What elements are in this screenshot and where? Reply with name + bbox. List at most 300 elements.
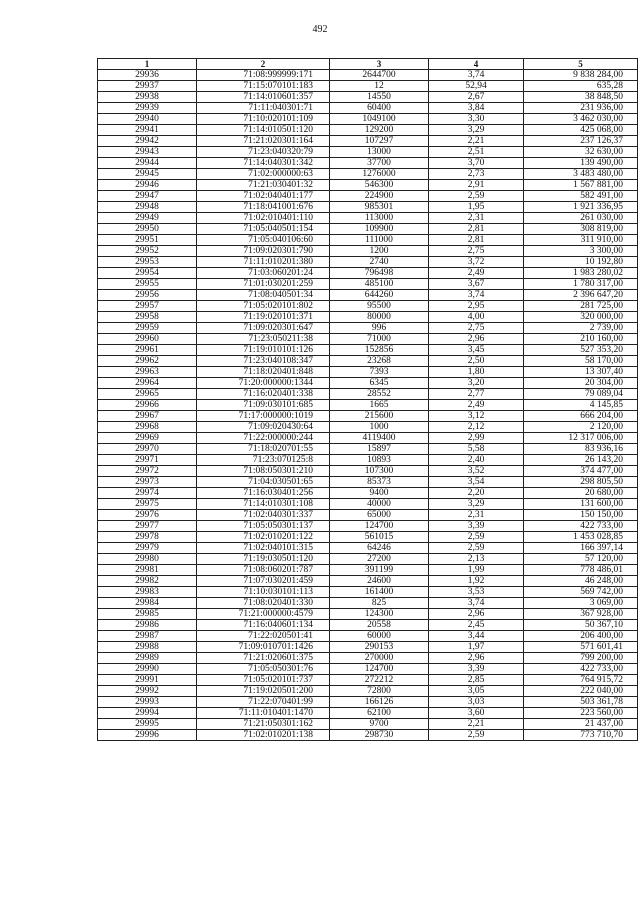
table-row (98, 125, 638, 136)
cadastral-number-cell: 71:11:010401:1470 (197, 708, 330, 719)
row-number-cell: 29985 (98, 609, 197, 620)
rate-cell: 2,40 (429, 455, 524, 466)
area-cell: 290153 (330, 642, 429, 653)
cadastral-number-cell: 71:22:000000:244 (197, 433, 330, 444)
rate-cell: 2,95 (429, 301, 524, 312)
table-row (98, 257, 638, 268)
rate-cell: 3,29 (429, 125, 524, 136)
table-row (98, 136, 638, 147)
table-row (98, 730, 638, 741)
table-row (98, 466, 638, 477)
row-number-cell: 29961 (98, 345, 197, 356)
rate-cell: 2,96 (429, 653, 524, 664)
row-number-cell: 29941 (98, 125, 197, 136)
table-row (98, 675, 638, 686)
value-cell: 13 307,40 (524, 367, 638, 378)
table-row (98, 202, 638, 213)
table-row (98, 301, 638, 312)
rate-cell: 2,77 (429, 389, 524, 400)
area-cell: 111000 (330, 235, 429, 246)
column-header-3: 3 (330, 59, 429, 70)
cadastral-number-cell: 71:02:040101:315 (197, 543, 330, 554)
rate-cell: 2,96 (429, 609, 524, 620)
area-cell: 27200 (330, 554, 429, 565)
area-cell: 1276000 (330, 169, 429, 180)
value-cell: 582 491,00 (524, 191, 638, 202)
rate-cell: 2,21 (429, 719, 524, 730)
table-row (98, 664, 638, 675)
value-cell: 206 400,00 (524, 631, 638, 642)
rate-cell: 2,59 (429, 532, 524, 543)
table-row (98, 345, 638, 356)
rate-cell: 2,91 (429, 180, 524, 191)
cadastral-number-cell: 71:19:020501:200 (197, 686, 330, 697)
table-row (98, 488, 638, 499)
value-cell: 12 317 006,00 (524, 433, 638, 444)
row-number-cell: 29967 (98, 411, 197, 422)
table-row (98, 719, 638, 730)
table-row (98, 554, 638, 565)
cadastral-number-cell: 71:02:010201:122 (197, 532, 330, 543)
area-cell: 825 (330, 598, 429, 609)
cadastral-number-cell: 71:23:050211:38 (197, 334, 330, 345)
value-cell: 527 353,20 (524, 345, 638, 356)
area-cell: 2644700 (330, 70, 429, 81)
cadastral-number-cell: 71:15:070101:183 (197, 81, 330, 92)
row-number-cell: 29995 (98, 719, 197, 730)
cadastral-number-cell: 71:09:030101:685 (197, 400, 330, 411)
area-cell: 14550 (330, 92, 429, 103)
table-row (98, 70, 638, 81)
cadastral-number-cell: 71:05:050301:76 (197, 664, 330, 675)
value-cell: 1 921 336,95 (524, 202, 638, 213)
row-number-cell: 29975 (98, 499, 197, 510)
cadastral-number-cell: 71:17:000000:1019 (197, 411, 330, 422)
value-cell: 50 367,10 (524, 620, 638, 631)
cadastral-number-cell: 71:23:040320:79 (197, 147, 330, 158)
table-row (98, 411, 638, 422)
cadastral-number-cell: 71:08:999999:171 (197, 70, 330, 81)
row-number-cell: 29984 (98, 598, 197, 609)
data-table (97, 58, 638, 741)
row-number-cell: 29958 (98, 312, 197, 323)
value-cell: 20 680,00 (524, 488, 638, 499)
table-row (98, 532, 638, 543)
area-cell: 1000 (330, 422, 429, 433)
cadastral-number-cell: 71:09:010701:1426 (197, 642, 330, 653)
value-cell: 2 739,00 (524, 323, 638, 334)
rate-cell: 3,67 (429, 279, 524, 290)
rate-cell: 1,95 (429, 202, 524, 213)
row-number-cell: 29989 (98, 653, 197, 664)
cadastral-number-cell: 71:19:020101:371 (197, 312, 330, 323)
cadastral-number-cell: 71:16:040601:134 (197, 620, 330, 631)
table-row (98, 433, 638, 444)
rate-cell: 1,92 (429, 576, 524, 587)
rate-cell: 3,74 (429, 290, 524, 301)
area-cell: 1665 (330, 400, 429, 411)
table-row (98, 356, 638, 367)
area-cell: 129200 (330, 125, 429, 136)
table-row (98, 279, 638, 290)
cadastral-number-cell: 71:21:020601:375 (197, 653, 330, 664)
area-cell: 107300 (330, 466, 429, 477)
rate-cell: 3,70 (429, 158, 524, 169)
table-row (98, 620, 638, 631)
row-number-cell: 29980 (98, 554, 197, 565)
row-number-cell: 29969 (98, 433, 197, 444)
cadastral-number-cell: 71:05:040501:154 (197, 224, 330, 235)
rate-cell: 2,85 (429, 675, 524, 686)
cadastral-number-cell: 71:18:020401:848 (197, 367, 330, 378)
table-row (98, 576, 638, 587)
row-number-cell: 29949 (98, 213, 197, 224)
row-number-cell: 29940 (98, 114, 197, 125)
value-cell: 32 630,00 (524, 147, 638, 158)
cadastral-number-cell: 71:11:010201:380 (197, 257, 330, 268)
row-number-cell: 29965 (98, 389, 197, 400)
rate-cell: 2,20 (429, 488, 524, 499)
table-row (98, 477, 638, 488)
cadastral-number-cell: 71:02:010201:138 (197, 730, 330, 741)
row-number-cell: 29937 (98, 81, 197, 92)
row-number-cell: 29964 (98, 378, 197, 389)
area-cell: 85373 (330, 477, 429, 488)
rate-cell: 3,60 (429, 708, 524, 719)
value-cell: 764 915,72 (524, 675, 638, 686)
value-cell: 2 120,00 (524, 422, 638, 433)
cadastral-number-cell: 71:18:041001:676 (197, 202, 330, 213)
cadastral-number-cell: 71:22:070401:99 (197, 697, 330, 708)
value-cell: 20 304,00 (524, 378, 638, 389)
cadastral-number-cell: 71:04:030501:65 (197, 477, 330, 488)
value-cell: 1 983 280,02 (524, 268, 638, 279)
area-cell: 166126 (330, 697, 429, 708)
area-cell: 24600 (330, 576, 429, 587)
column-header-4: 4 (429, 59, 524, 70)
value-cell: 46 248,00 (524, 576, 638, 587)
table-row (98, 521, 638, 532)
cadastral-number-cell: 71:14:010601:357 (197, 92, 330, 103)
table-row (98, 686, 638, 697)
value-cell: 26 143,20 (524, 455, 638, 466)
rate-cell: 3,12 (429, 411, 524, 422)
area-cell: 1200 (330, 246, 429, 257)
table-row (98, 169, 638, 180)
cadastral-number-cell: 71:23:070125:8 (197, 455, 330, 466)
table-row (98, 103, 638, 114)
cadastral-number-cell: 71:21:000000:4579 (197, 609, 330, 620)
area-cell: 161400 (330, 587, 429, 598)
cadastral-number-cell: 71:14:010301:108 (197, 499, 330, 510)
cadastral-number-cell: 71:07:030201:459 (197, 576, 330, 587)
rate-cell: 2,67 (429, 92, 524, 103)
table-row (98, 389, 638, 400)
table-row (98, 565, 638, 576)
area-cell: 124700 (330, 664, 429, 675)
area-cell: 644260 (330, 290, 429, 301)
rate-cell: 2,51 (429, 147, 524, 158)
table-row (98, 378, 638, 389)
rate-cell: 3,30 (429, 114, 524, 125)
rate-cell: 3,44 (429, 631, 524, 642)
rate-cell: 2,21 (429, 136, 524, 147)
table-row (98, 367, 638, 378)
cadastral-number-cell: 71:19:030501:120 (197, 554, 330, 565)
area-cell: 124300 (330, 609, 429, 620)
value-cell: 3 462 030,00 (524, 114, 638, 125)
value-cell: 3 069,00 (524, 598, 638, 609)
area-cell: 107297 (330, 136, 429, 147)
cadastral-number-cell: 71:02:040301:337 (197, 510, 330, 521)
value-cell: 367 928,00 (524, 609, 638, 620)
cadastral-number-cell: 71:10:030101:113 (197, 587, 330, 598)
row-number-cell: 29939 (98, 103, 197, 114)
value-cell: 166 397,14 (524, 543, 638, 554)
area-cell: 95500 (330, 301, 429, 312)
area-cell: 485100 (330, 279, 429, 290)
rate-cell: 3,20 (429, 378, 524, 389)
cadastral-number-cell: 71:01:030201:259 (197, 279, 330, 290)
area-cell: 298730 (330, 730, 429, 741)
cadastral-number-cell: 71:03:060201:24 (197, 268, 330, 279)
row-number-cell: 29979 (98, 543, 197, 554)
row-number-cell: 29982 (98, 576, 197, 587)
area-cell: 62100 (330, 708, 429, 719)
area-cell: 37700 (330, 158, 429, 169)
cadastral-number-cell: 71:08:020401:330 (197, 598, 330, 609)
value-cell: 422 733,00 (524, 664, 638, 675)
row-number-cell: 29971 (98, 455, 197, 466)
row-number-cell: 29950 (98, 224, 197, 235)
row-number-cell: 29957 (98, 301, 197, 312)
area-cell: 6345 (330, 378, 429, 389)
row-number-cell: 29959 (98, 323, 197, 334)
rate-cell: 2,59 (429, 730, 524, 741)
value-cell: 799 200,00 (524, 653, 638, 664)
table-row (98, 81, 638, 92)
value-cell: 237 126,37 (524, 136, 638, 147)
cadastral-number-cell: 71:09:020301:647 (197, 323, 330, 334)
cadastral-number-cell: 71:05:020101:737 (197, 675, 330, 686)
table-row (98, 499, 638, 510)
value-cell: 10 192,80 (524, 257, 638, 268)
area-cell: 9400 (330, 488, 429, 499)
area-cell: 985301 (330, 202, 429, 213)
row-number-cell: 29976 (98, 510, 197, 521)
cadastral-number-cell: 71:11:040301:71 (197, 103, 330, 114)
row-number-cell: 29960 (98, 334, 197, 345)
cadastral-number-cell: 71:16:030401:256 (197, 488, 330, 499)
value-cell: 569 742,00 (524, 587, 638, 598)
row-number-cell: 29993 (98, 697, 197, 708)
value-cell: 298 805,50 (524, 477, 638, 488)
row-number-cell: 29952 (98, 246, 197, 257)
row-number-cell: 29955 (98, 279, 197, 290)
rate-cell: 2,49 (429, 268, 524, 279)
row-number-cell: 29944 (98, 158, 197, 169)
area-cell: 72800 (330, 686, 429, 697)
value-cell: 9 838 284,00 (524, 70, 638, 81)
row-number-cell: 29938 (98, 92, 197, 103)
table-row (98, 235, 638, 246)
cadastral-number-cell: 71:09:020301:790 (197, 246, 330, 257)
area-cell: 10893 (330, 455, 429, 466)
table-header (98, 59, 638, 70)
value-cell: 422 733,00 (524, 521, 638, 532)
rate-cell: 1,99 (429, 565, 524, 576)
area-cell: 215600 (330, 411, 429, 422)
rate-cell: 3,53 (429, 587, 524, 598)
row-number-cell: 29992 (98, 686, 197, 697)
value-cell: 308 819,00 (524, 224, 638, 235)
table-row (98, 642, 638, 653)
cadastral-number-cell: 71:02:010401:110 (197, 213, 330, 224)
row-number-cell: 29987 (98, 631, 197, 642)
value-cell: 666 204,00 (524, 411, 638, 422)
area-cell: 9700 (330, 719, 429, 730)
cadastral-number-cell: 71:23:040108:347 (197, 356, 330, 367)
cadastral-number-cell: 71:05:040106:60 (197, 235, 330, 246)
rate-cell: 2,45 (429, 620, 524, 631)
area-cell: 7393 (330, 367, 429, 378)
rate-cell: 1,80 (429, 367, 524, 378)
row-number-cell: 29974 (98, 488, 197, 499)
value-cell: 571 601,41 (524, 642, 638, 653)
rate-cell: 3,74 (429, 70, 524, 81)
value-cell: 139 490,00 (524, 158, 638, 169)
page-number: 492 (312, 24, 328, 35)
area-cell: 113000 (330, 213, 429, 224)
area-cell: 391199 (330, 565, 429, 576)
table-row (98, 697, 638, 708)
area-cell: 270000 (330, 653, 429, 664)
cadastral-number-cell: 71:10:020101:109 (197, 114, 330, 125)
rate-cell: 2,96 (429, 334, 524, 345)
rate-cell: 3,39 (429, 664, 524, 675)
cadastral-number-cell: 71:02:000000:63 (197, 169, 330, 180)
table-row (98, 631, 638, 642)
row-number-cell: 29954 (98, 268, 197, 279)
table-row (98, 598, 638, 609)
row-number-cell: 29943 (98, 147, 197, 158)
table-row (98, 158, 638, 169)
value-cell: 778 486,01 (524, 565, 638, 576)
table-row (98, 400, 638, 411)
value-cell: 3 483 480,00 (524, 169, 638, 180)
value-cell: 231 936,00 (524, 103, 638, 114)
value-cell: 57 120,00 (524, 554, 638, 565)
row-number-cell: 29972 (98, 466, 197, 477)
area-cell: 152856 (330, 345, 429, 356)
cadastral-number-cell: 71:21:020301:164 (197, 136, 330, 147)
value-cell: 223 560,00 (524, 708, 638, 719)
row-number-cell: 29956 (98, 290, 197, 301)
cadastral-number-cell: 71:22:020501:41 (197, 631, 330, 642)
table-row (98, 708, 638, 719)
rate-cell: 3,84 (429, 103, 524, 114)
table-body (98, 70, 638, 741)
row-number-cell: 29947 (98, 191, 197, 202)
row-number-cell: 29983 (98, 587, 197, 598)
row-number-cell: 29951 (98, 235, 197, 246)
area-cell: 80000 (330, 312, 429, 323)
rate-cell: 1,97 (429, 642, 524, 653)
cadastral-number-cell: 71:19:010101:126 (197, 345, 330, 356)
value-cell: 150 150,00 (524, 510, 638, 521)
cadastral-number-cell: 71:08:060201:787 (197, 565, 330, 576)
area-cell: 20558 (330, 620, 429, 631)
table-row (98, 114, 638, 125)
value-cell: 311 910,00 (524, 235, 638, 246)
area-cell: 13000 (330, 147, 429, 158)
rate-cell: 3,29 (429, 499, 524, 510)
table-row (98, 543, 638, 554)
row-number-cell: 29991 (98, 675, 197, 686)
cadastral-number-cell: 71:18:020701:55 (197, 444, 330, 455)
area-cell: 546300 (330, 180, 429, 191)
area-cell: 4119400 (330, 433, 429, 444)
cadastral-number-cell: 71:09:020430:64 (197, 422, 330, 433)
value-cell: 222 040,00 (524, 686, 638, 697)
area-cell: 2740 (330, 257, 429, 268)
table-row (98, 334, 638, 345)
cadastral-number-cell: 71:21:050301:162 (197, 719, 330, 730)
row-number-cell: 29963 (98, 367, 197, 378)
row-number-cell: 29988 (98, 642, 197, 653)
column-header-5: 5 (524, 59, 638, 70)
rate-cell: 2,59 (429, 543, 524, 554)
column-header-1: 1 (98, 59, 197, 70)
value-cell: 503 361,78 (524, 697, 638, 708)
cadastral-number-cell: 71:14:040301:342 (197, 158, 330, 169)
area-cell: 60000 (330, 631, 429, 642)
row-number-cell: 29990 (98, 664, 197, 675)
rate-cell: 2,73 (429, 169, 524, 180)
row-number-cell: 29986 (98, 620, 197, 631)
value-cell: 3 300,00 (524, 246, 638, 257)
area-cell: 71000 (330, 334, 429, 345)
row-number-cell: 29970 (98, 444, 197, 455)
table-row (98, 312, 638, 323)
area-cell: 272212 (330, 675, 429, 686)
rate-cell: 2,99 (429, 433, 524, 444)
table-row (98, 246, 638, 257)
value-cell: 425 068,00 (524, 125, 638, 136)
cadastral-number-cell: 71:05:050301:137 (197, 521, 330, 532)
table-row (98, 191, 638, 202)
area-cell: 12 (330, 81, 429, 92)
area-cell: 40000 (330, 499, 429, 510)
value-cell: 58 170,00 (524, 356, 638, 367)
value-cell: 261 030,00 (524, 213, 638, 224)
table-row (98, 587, 638, 598)
value-cell: 21 437,00 (524, 719, 638, 730)
table-row (98, 609, 638, 620)
row-number-cell: 29973 (98, 477, 197, 488)
area-cell: 23268 (330, 356, 429, 367)
table-row (98, 323, 638, 334)
area-cell: 65000 (330, 510, 429, 521)
value-cell: 635,28 (524, 81, 638, 92)
table-row (98, 455, 638, 466)
value-cell: 374 477,00 (524, 466, 638, 477)
rate-cell: 2,59 (429, 191, 524, 202)
rate-cell: 2,50 (429, 356, 524, 367)
value-cell: 131 600,00 (524, 499, 638, 510)
area-cell: 996 (330, 323, 429, 334)
rate-cell: 2,31 (429, 510, 524, 521)
